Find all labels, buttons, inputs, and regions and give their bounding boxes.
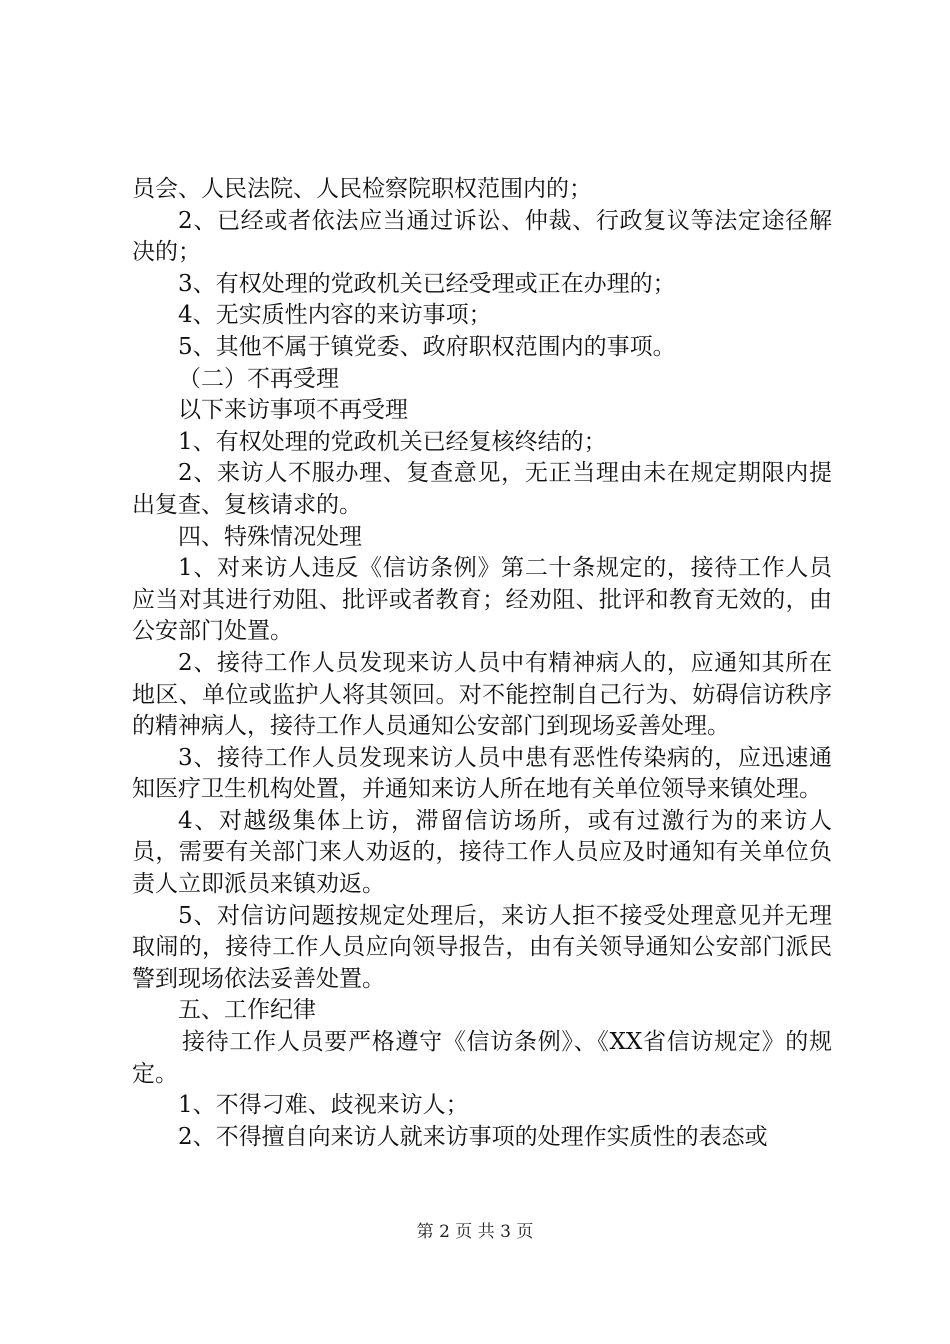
paragraph: 1、有权处理的党政机关已经复核终结的； xyxy=(178,428,607,455)
document-body xyxy=(132,174,832,1153)
page-footer xyxy=(0,1217,950,1242)
paragraph: 4、对越级集体上访，滞留信访场所，或有过激行为的来访人员，需要有关部门来人劝返的，接待工作人员应及时通知有关单位负责人立即派员来镇劝返。 xyxy=(132,807,832,898)
section-heading: 四、特殊情况处理 xyxy=(178,523,362,550)
section-heading: 五、工作纪律 xyxy=(178,997,316,1024)
paragraph: 以下来访事项不再受理 xyxy=(178,397,408,424)
page-number-label: 第 2 页 共 3 页 xyxy=(416,1222,534,1242)
paragraph: 2、来访人不服办理、复查意见，无正当理由未在规定期限内提出复查、复核请求的。 xyxy=(132,460,832,518)
paragraph: 1、不得刁难、歧视来访人； xyxy=(178,1092,469,1119)
paragraph: 2、已经或者依法应当通过诉讼、仲裁、行政复议等法定途径解决的； xyxy=(132,207,832,266)
paragraph: 3、接待工作人员发现来访人员中患有恶性传染病的，应迅速通知医疗卫生机构处置，并通知来访人所在地有关单位领导来镇处理。 xyxy=(132,744,832,803)
paragraph: 1、对来访人违反《信访条例》第二十条规定的，接待工作人员应当对其进行劝阻、批评或者教育；经劝阻、批评和教育无效的，由公安部门处置。 xyxy=(132,555,832,645)
paragraph: 员会、人民法院、人民检察院职权范围内的； xyxy=(132,176,592,202)
paragraph: 5、其他不属于镇党委、政府职权范围内的事项。 xyxy=(178,333,676,360)
paragraph: 5、对信访问题按规定处理后，来访人拒不接受处理意见并无理取闹的，接待工作人员应向领导报告，由有关领导通知公安部门派民警到现场依法妥善处置。 xyxy=(132,902,832,992)
paragraph: 接待工作人员要严格遵守《信访条例》、《XX省信访规定》的规定。 xyxy=(132,1029,832,1087)
paragraph: 2、不得擅自向来访人就来访事项的处理作实质性的表态或 xyxy=(178,1123,768,1150)
paragraph: 2、接待工作人员发现来访人员中有精神病人的，应通知其所在地区、单位或监护人将其领回。对不能控制自己行为、妨碍信访秩序的精神病人，接待工作人员通知公安部门到现场妥善处理。 xyxy=(132,649,832,740)
paragraph: 3、有权处理的党政机关已经受理或正在办理的； xyxy=(178,270,676,297)
paragraph: 4、无实质性内容的来访事项； xyxy=(178,302,492,329)
section-heading: （二）不再受理 xyxy=(178,365,339,392)
